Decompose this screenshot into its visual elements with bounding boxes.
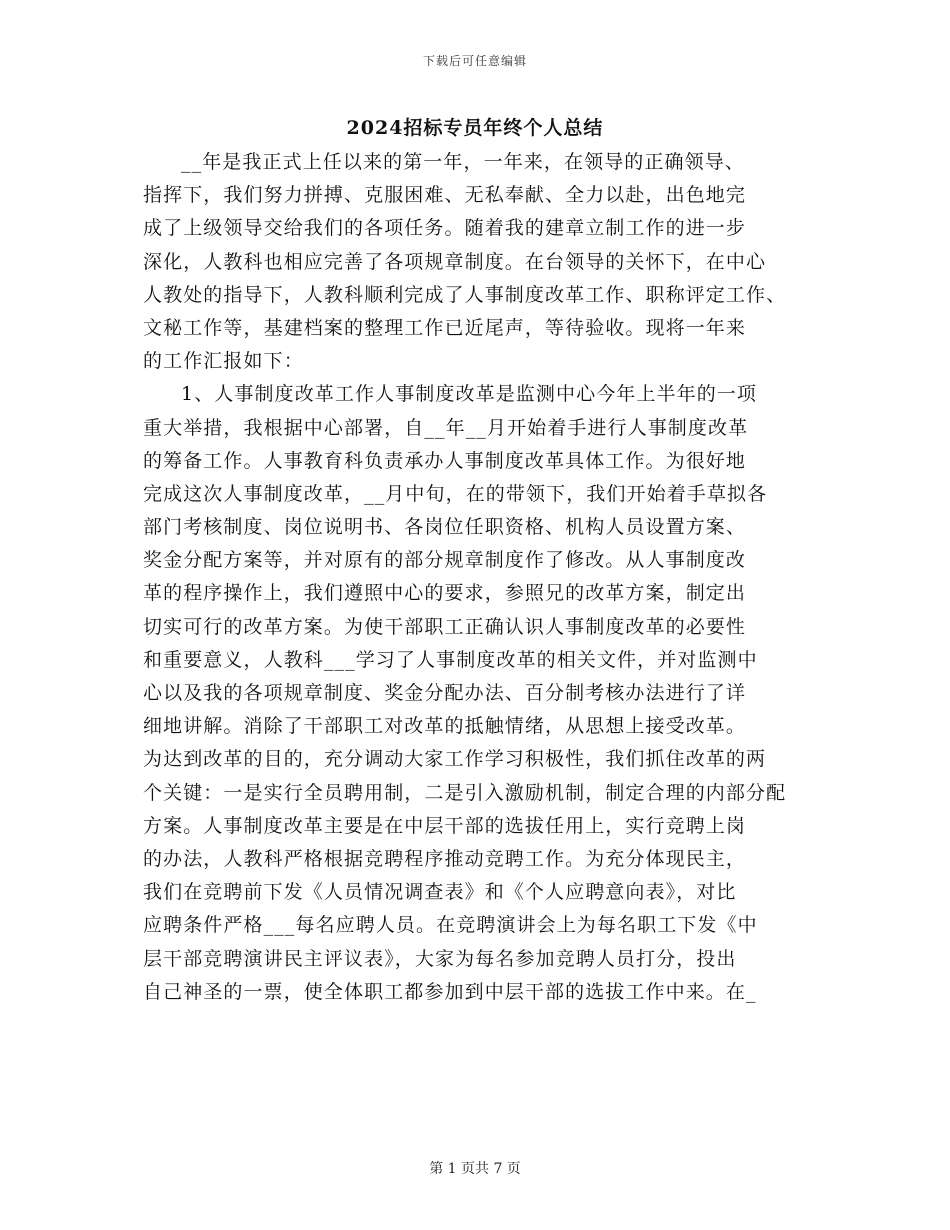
paragraph-line: 细地讲解。消除了干部职工对改革的抵触情绪，从思想上接受改革。 [143,715,747,738]
paragraph-line: 为达到改革的目的，充分调动大家工作学习积极性，我们抓住改革的两 [143,748,767,771]
paragraph-line: 奖金分配方案等，并对原有的部分规章制度作了修改。从人事制度改 [143,549,747,572]
paragraph-line: 1、人事制度改革工作人事制度改革是监测中心今年上半年的一项 [181,383,757,406]
paragraph-line: 和重要意义，人教科___学习了人事制度改革的相关文件，并对监测中 [143,648,758,671]
paragraph-line: 的筹备工作。人事教育科负责承办人事制度改革具体工作。为很好地 [143,449,747,472]
paragraph-line: 的工作汇报如下： [143,350,304,373]
paragraph-line: 文秘工作等，基建档案的整理工作已近尾声，等待验收。现将一年来 [143,316,747,339]
page-header: 下载后可任意编辑 [422,54,527,68]
paragraph-line: 重大举措，我根据中心部署，自__年__月开始着手进行人事制度改革 [143,416,749,439]
paragraph-line: 应聘条件严格___每名应聘人员。在竞聘演讲会上为每名职工下发《中 [143,914,758,937]
document-body [143,146,823,1009]
document-title: 2024招标专员年终个人总结 [346,117,604,139]
paragraph-line: 人教处的指导下，人教科顺利完成了人事制度改革工作、职称评定工作、 [143,283,787,306]
paragraph-line: 切实可行的改革方案。为使干部职工正确认识人事制度改革的必要性 [143,615,747,638]
paragraph-line: 完成这次人事制度改革，__月中旬，在的带领下，我们开始着手草拟各 [143,482,768,505]
paragraph-line: 的办法，人教科严格根据竞聘程序推动竞聘工作。为充分体现民主， [143,847,747,870]
paragraph-line: 自己神圣的一票，使全体职工都参加到中层干部的选拔工作中来。在_ [143,980,757,1003]
paragraph-line: 成了上级领导交给我们的各项任务。随着我的建章立制工作的进一步 [143,217,747,240]
paragraph-line: 部门考核制度、岗位说明书、各岗位任职资格、机构人员设置方案、 [143,516,747,539]
paragraph-line: 我们在竞聘前下发《人员情况调查表》和《个人应聘意向表》，对比 [143,881,737,904]
paragraph-line: 方案。人事制度改革主要是在中层干部的选拔任用上，实行竞聘上岗 [143,814,747,837]
paragraph-line: 深化，人教科也相应完善了各项规章制度。在台领导的关怀下，在中心 [143,250,767,273]
paragraph-line: 心以及我的各项规章制度、奖金分配办法、百分制考核办法进行了详 [143,682,747,704]
paragraph-line: 指挥下，我们努力拼搏、克服困难、无私奉献、全力以赴，出色地完 [143,184,747,207]
paragraph-line: 革的程序操作上，我们遵照中心的要求，参照兄的改革方案，制定出 [143,582,747,605]
paragraph-line: 个关键：一是实行全员聘用制，二是引入激励机制，制定合理的内部分配 [143,781,787,804]
paragraph-line: 层干部竞聘演讲民主评议表》，大家为每名参加竞聘人员打分，投出 [143,947,737,970]
paragraph-line: __年是我正式上任以来的第一年，一年来，在领导的正确领导、 [181,151,745,173]
page-number: 第 1 页共 7 页 [429,1161,521,1177]
